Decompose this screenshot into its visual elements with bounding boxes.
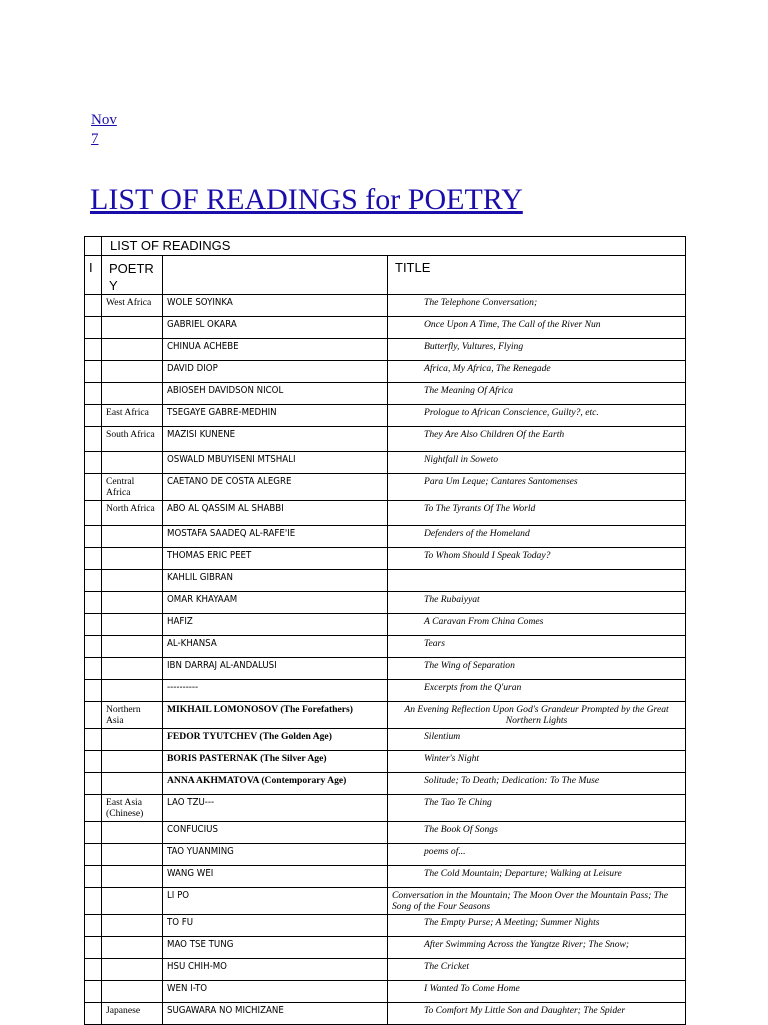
poet-cell: WOLE SOYINKA [163, 295, 388, 317]
reading-title-cell: The Rubaiyyat [388, 592, 686, 614]
table-row [85, 339, 686, 361]
region-cell [102, 339, 163, 361]
poet-cell: CAETANO DE COSTA ALEGRE [163, 474, 388, 501]
table-row [85, 915, 686, 937]
table-row [85, 295, 686, 317]
table-row [85, 680, 686, 702]
region-cell: East Asia (Chinese) [102, 795, 163, 822]
post-date-day: 7 [91, 131, 99, 147]
reading-title-cell: To Whom Should I Speak Today? [388, 548, 686, 570]
reading-title-cell: Nightfall in Soweto [388, 452, 686, 474]
table-row [85, 501, 686, 526]
poet-cell: MOSTAFA SAADEQ AL-RAFE'IE [163, 526, 388, 548]
table-cell [85, 937, 102, 959]
poet-cell: KAHLIL GIBRAN [163, 570, 388, 592]
poet-cell: FEDOR TYUTCHEV (The Golden Age) [163, 729, 388, 751]
region-cell [102, 866, 163, 888]
region-cell: East Africa [102, 405, 163, 427]
poetry-column-header: POETRY [102, 256, 163, 295]
region-cell: West Africa [102, 295, 163, 317]
table-cell [85, 614, 102, 636]
reading-title-cell: Conversation in the Mountain; The Moon Over the Mountain Pass; The Song of the Four Seasons [388, 888, 686, 915]
region-cell: Northern Asia [102, 702, 163, 729]
reading-title-cell: The Telephone Conversation; [388, 295, 686, 317]
table-row [85, 981, 686, 1003]
table-cell [85, 317, 102, 339]
poet-cell: ABIOSEH DAVIDSON NICOL [163, 383, 388, 405]
region-cell [102, 680, 163, 702]
region-cell [102, 592, 163, 614]
table-row [85, 452, 686, 474]
table-cell [85, 751, 102, 773]
table-row [85, 773, 686, 795]
table-cell [85, 844, 102, 866]
region-cell: Japanese [102, 1003, 163, 1025]
region-cell [102, 822, 163, 844]
reading-title-cell: To Comfort My Little Son and Daughter; The Spider [388, 1003, 686, 1025]
table-cell [85, 526, 102, 548]
table-cell [85, 405, 102, 427]
table-cell [85, 702, 102, 729]
page-title-link[interactable]: LIST OF READINGS for POETRY [90, 183, 523, 216]
reading-title-cell: The Cold Mountain; Departure; Walking at Leisure [388, 866, 686, 888]
table-cell [85, 452, 102, 474]
table-cell [85, 680, 102, 702]
table-header-row [85, 256, 686, 295]
table-cell [85, 592, 102, 614]
post-date-link[interactable] [91, 111, 117, 149]
table-row [85, 474, 686, 501]
table-cell [85, 295, 102, 317]
reading-title-cell: Solitude; To Death; Dedication: To The Muse [388, 773, 686, 795]
table-cell [85, 729, 102, 751]
table-cell [85, 981, 102, 1003]
table-row [85, 866, 686, 888]
table-cell [85, 866, 102, 888]
region-cell [102, 888, 163, 915]
table-row [85, 702, 686, 729]
region-cell [102, 548, 163, 570]
readings-table [84, 236, 686, 1025]
title-column-header: TITLE [388, 256, 686, 295]
poet-cell: CONFUCIUS [163, 822, 388, 844]
table-cell [85, 959, 102, 981]
poet-cell: TO FU [163, 915, 388, 937]
table-row [85, 937, 686, 959]
reading-title-cell: Silentium [388, 729, 686, 751]
reading-title-cell: The Book Of Songs [388, 822, 686, 844]
reading-title-cell: The Empty Purse; A Meeting; Summer Nights [388, 915, 686, 937]
poet-cell: ANNA AKHMATOVA (Contemporary Age) [163, 773, 388, 795]
reading-title-cell: Excerpts from the Q'uran [388, 680, 686, 702]
reading-title-cell: poems of... [388, 844, 686, 866]
table-row [85, 592, 686, 614]
table-cell [85, 339, 102, 361]
table-cell [85, 915, 102, 937]
region-cell [102, 937, 163, 959]
table-cell [85, 1003, 102, 1025]
reading-title-cell: Once Upon A Time, The Call of the River Nun [388, 317, 686, 339]
table-cell [85, 474, 102, 501]
region-cell [102, 981, 163, 1003]
poet-cell: HSU CHIH-MO [163, 959, 388, 981]
poet-cell: WEN I-TO [163, 981, 388, 1003]
table-row [85, 383, 686, 405]
region-cell [102, 959, 163, 981]
poet-cell: HAFIZ [163, 614, 388, 636]
region-cell [102, 526, 163, 548]
section-numeral: I [85, 256, 102, 295]
region-cell: South Africa [102, 427, 163, 452]
table-row [85, 570, 686, 592]
region-cell [102, 361, 163, 383]
table-cell [85, 636, 102, 658]
poet-cell: MIKHAIL LOMONOSOV (The Forefathers) [163, 702, 388, 729]
poet-cell: MAO TSE TUNG [163, 937, 388, 959]
region-cell [102, 751, 163, 773]
region-cell [102, 570, 163, 592]
region-cell [102, 658, 163, 680]
table-row [85, 614, 686, 636]
table-row [85, 729, 686, 751]
region-cell: Central Africa [102, 474, 163, 501]
poet-cell: WANG WEI [163, 866, 388, 888]
poet-cell: ---------- [163, 680, 388, 702]
table-cell [163, 256, 388, 295]
table-cell [85, 773, 102, 795]
table-row [85, 526, 686, 548]
region-cell [102, 614, 163, 636]
table-cell [85, 383, 102, 405]
reading-title-cell [388, 570, 686, 592]
table-cell [85, 501, 102, 526]
region-cell [102, 636, 163, 658]
table-row [85, 361, 686, 383]
region-cell [102, 844, 163, 866]
table-cell [85, 795, 102, 822]
reading-title-cell: The Wing of Separation [388, 658, 686, 680]
table-row [85, 427, 686, 452]
poet-cell: AL-KHANSA [163, 636, 388, 658]
table-row [85, 548, 686, 570]
table-row [85, 822, 686, 844]
poet-cell: LAO TZU--- [163, 795, 388, 822]
poet-cell: LI PO [163, 888, 388, 915]
poet-cell: MAZISI KUNENE [163, 427, 388, 452]
region-cell [102, 915, 163, 937]
reading-title-cell: Defenders of the Homeland [388, 526, 686, 548]
reading-title-cell: Para Um Leque; Cantares Santomenses [388, 474, 686, 501]
poet-cell: THOMAS ERIC PEET [163, 548, 388, 570]
reading-title-cell: I Wanted To Come Home [388, 981, 686, 1003]
poet-cell: OMAR KHAYAAM [163, 592, 388, 614]
poet-cell: GABRIEL OKARA [163, 317, 388, 339]
table-cell [85, 570, 102, 592]
table-caption-row [85, 237, 686, 256]
reading-title-cell: Butterfly, Vultures, Flying [388, 339, 686, 361]
region-cell [102, 383, 163, 405]
reading-title-cell: An Evening Reflection Upon God's Grandeur Prompted by the Great Northern Lights [388, 702, 686, 729]
table-row [85, 795, 686, 822]
table-cell [85, 888, 102, 915]
poet-cell: DAVID DIOP [163, 361, 388, 383]
reading-title-cell: They Are Also Children Of the Earth [388, 427, 686, 452]
region-cell [102, 773, 163, 795]
poet-cell: OSWALD MBUYISENI MTSHALI [163, 452, 388, 474]
table-cell [85, 427, 102, 452]
table-caption: LIST OF READINGS [102, 237, 686, 256]
reading-title-cell: Tears [388, 636, 686, 658]
region-cell: North Africa [102, 501, 163, 526]
reading-title-cell: A Caravan From China Comes [388, 614, 686, 636]
reading-title-cell: To The Tyrants Of The World [388, 501, 686, 526]
poet-cell: TSEGAYE GABRE-MEDHIN [163, 405, 388, 427]
reading-title-cell: The Meaning Of Africa [388, 383, 686, 405]
table-row [85, 405, 686, 427]
table-row [85, 888, 686, 915]
table-row [85, 658, 686, 680]
region-cell [102, 452, 163, 474]
table-row [85, 844, 686, 866]
poet-cell: ABO AL QASSIM AL SHABBI [163, 501, 388, 526]
poet-cell: BORIS PASTERNAK (The Silver Age) [163, 751, 388, 773]
poet-cell: CHINUA ACHEBE [163, 339, 388, 361]
poet-cell: SUGAWARA NO MICHIZANE [163, 1003, 388, 1025]
post-date-month: Nov [91, 112, 117, 128]
reading-title-cell: Prologue to African Conscience, Guilty?, etc. [388, 405, 686, 427]
table-cell [85, 237, 102, 256]
reading-title-cell: Winter's Night [388, 751, 686, 773]
table-row [85, 317, 686, 339]
table-cell [85, 361, 102, 383]
reading-title-cell: After Swimming Across the Yangtze River; The Snow; [388, 937, 686, 959]
table-row [85, 751, 686, 773]
poet-cell: TAO YUANMING [163, 844, 388, 866]
reading-title-cell: The Cricket [388, 959, 686, 981]
table-cell [85, 658, 102, 680]
reading-title-cell: Africa, My Africa, The Renegade [388, 361, 686, 383]
region-cell [102, 729, 163, 751]
poet-cell: IBN DARRAJ AL-ANDALUSI [163, 658, 388, 680]
table-cell [85, 548, 102, 570]
table-row [85, 1003, 686, 1025]
region-cell [102, 317, 163, 339]
reading-title-cell: The Tao Te Ching [388, 795, 686, 822]
table-row [85, 959, 686, 981]
table-row [85, 636, 686, 658]
table-cell [85, 822, 102, 844]
